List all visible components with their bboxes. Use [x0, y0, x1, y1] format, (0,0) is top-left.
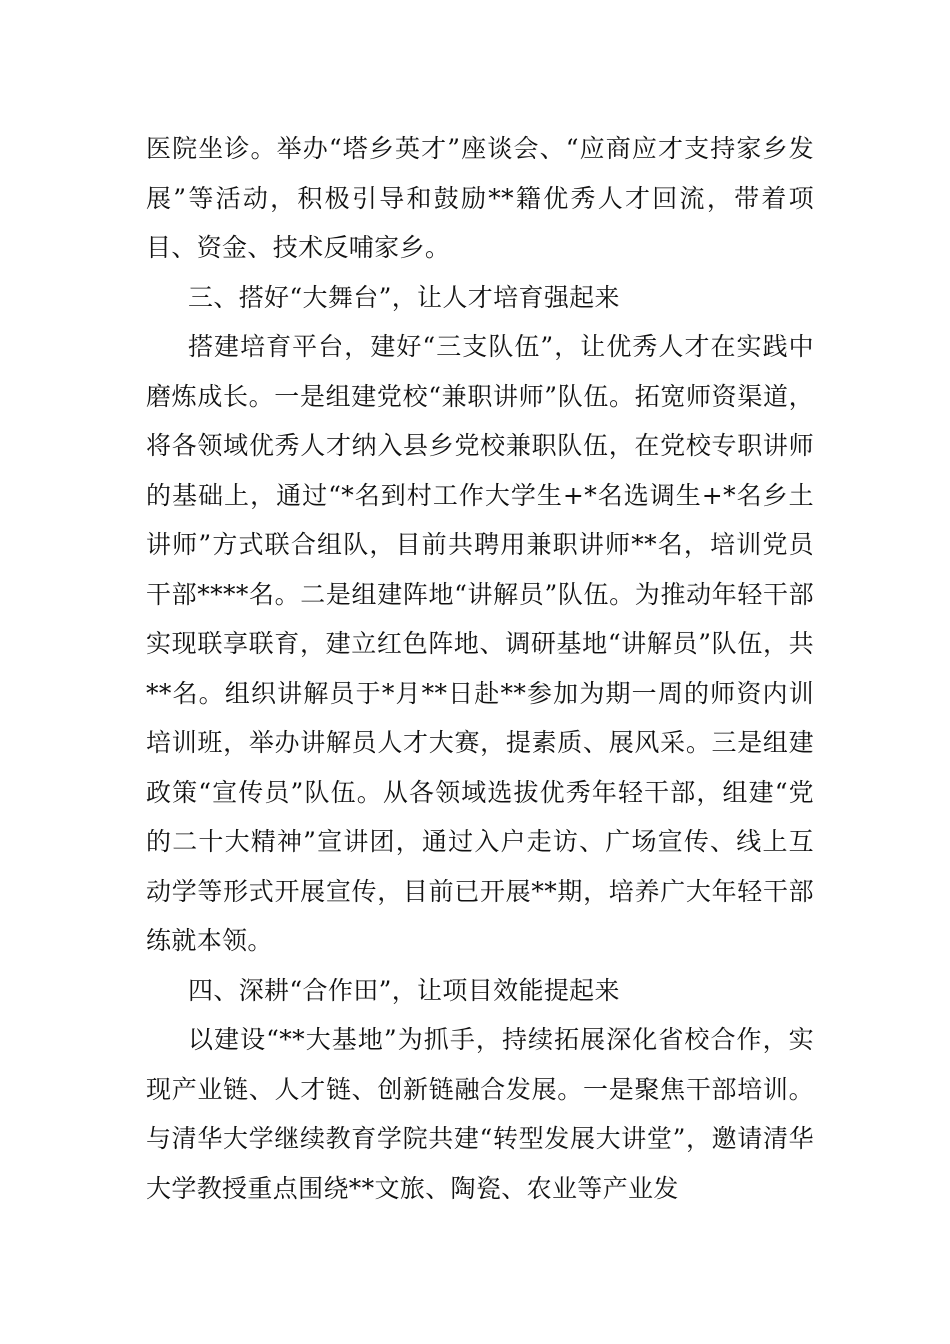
section-heading-4: 四、深耕“合作田”，让项目效能提起来	[188, 975, 620, 1005]
paragraph-section-4-body: 以建设“**大基地”为抓手，持续拓展深化省校合作，实现产业链、人才链、创新链融合发展。一是聚焦干部培训。与清华大学继续教育学院共建“转型发展大讲堂”，邀请清华大学教授重点围绕**文旅、陶瓷、农业等产业发	[146, 1025, 814, 1203]
document-body	[146, 124, 814, 1213]
paragraph-continuation: 医院坐诊。举办“塔乡英才”座谈会、“应商应才支持家乡发展”等活动，积极引导和鼓励**籍优秀人才回流，带着项目、资金、技术反哺家乡。	[146, 134, 814, 262]
paragraph-section-3-body: 搭建培育平台，建好“三支队伍”，让优秀人才在实践中磨炼成长。一是组建党校“兼职讲师”队伍。拓宽师资渠道，将各领域优秀人才纳入县乡党校兼职队伍，在党校专职讲师的基础上，通过“*名到村工作大学生+*名选调生+*名乡土讲师”方式联合组队，目前共聘用兼职讲师**名，培训党员干部****名。二是组建阵地“讲解员”队伍。为推动年轻干部实现联享联育，建立红色阵地、调研基地“讲解员”队伍，共**名。组织讲解员于*月**日赴**参加为期一周的师资内训培训班，举办讲解员人才大赛，提素质、展风采。三是组建政策“宣传员”队伍。从各领域选拔优秀年轻干部，组建“党的二十大精神”宣讲团，通过入户走访、广场宣传、线上互动学等形式开展宣传，目前已开展**期，培养广大年轻干部练就本领。	[146, 332, 814, 955]
section-heading-3: 三、搭好“大舞台”，让人才培育强起来	[188, 282, 620, 312]
